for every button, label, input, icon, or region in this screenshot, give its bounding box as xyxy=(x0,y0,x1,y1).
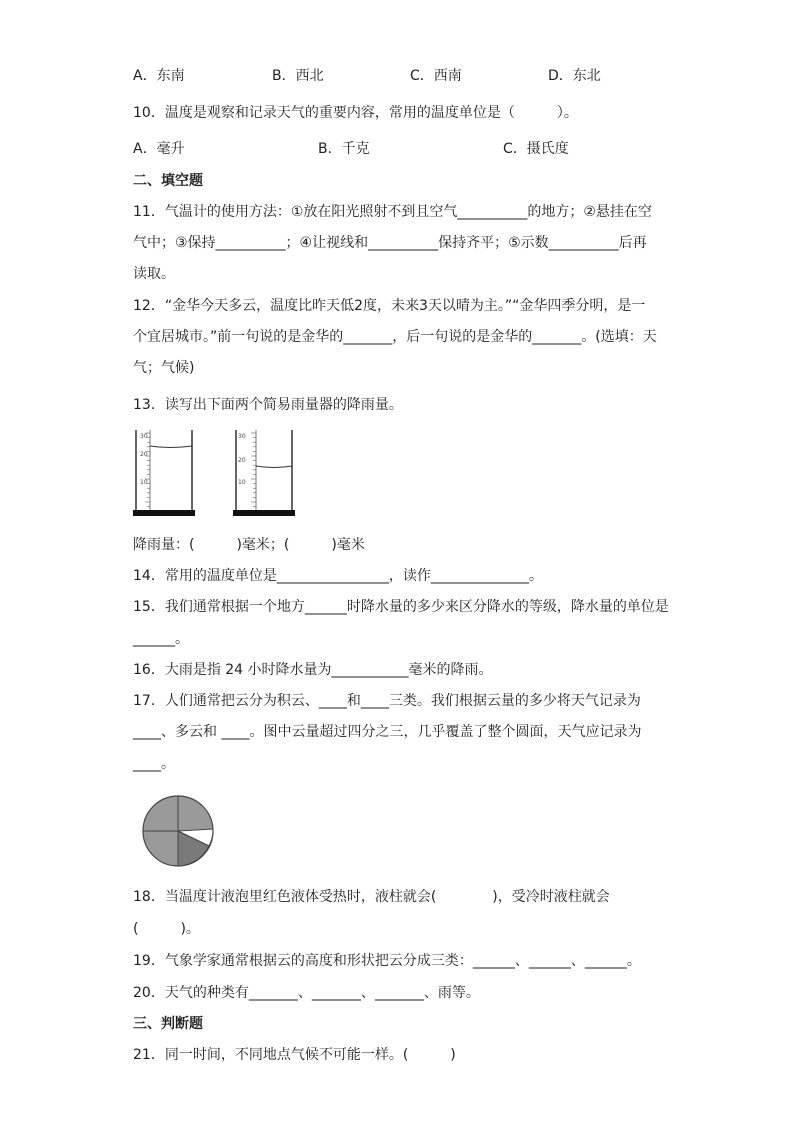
q11-line3: 读取。 xyxy=(133,266,175,282)
rain-gauge-1 xyxy=(133,430,195,516)
q15-line2: ______。 xyxy=(133,631,189,647)
q9-option-b: B．西北 xyxy=(272,68,324,84)
q13-stem: 13．读写出下面两个简易雨量器的降雨量。 xyxy=(133,397,403,413)
q10-stem: 10．温度是观察和记录天气的重要内容，常用的温度单位是（ ）。 xyxy=(133,105,578,121)
rain-gauge-2 xyxy=(233,430,295,516)
q12-line3: 气；气候) xyxy=(133,360,195,376)
q10-option-b: B．千克 xyxy=(318,141,370,157)
q12-line1: 12．“金华今天多云，温度比昨天低2度，未来3天以晴为主。”“金华四季分明，是一 xyxy=(133,298,646,314)
tick-label-30: 30 xyxy=(140,433,148,440)
q15-line1: 15．我们通常根据一个地方______时降水量的多少来区分降水的等级，降水量的单位是 xyxy=(133,599,669,615)
tick-label-10: 10 xyxy=(238,479,246,486)
q17-line1: 17．人们通常把云分为积云、____和____三类。我们根据云量的多少将天气记录为 xyxy=(133,693,641,709)
tick-label-10: 10 xyxy=(140,479,148,486)
q11-line2: 气中；③保持__________；④让视线和__________保持齐平；⑤示数__________后再 xyxy=(133,235,647,251)
q9-option-c: C．西南 xyxy=(410,68,462,84)
section-fill-in-blank: 二、填空题 xyxy=(133,173,203,189)
q12-line2: 个宜居城市。”前一句说的是金华的_______，后一句说的是金华的_______。(选填：天 xyxy=(133,329,657,345)
q17-line2: ____、多云和 ____。图中云量超过四分之三，几乎覆盖了整个圆面，天气应记录为 xyxy=(133,724,642,740)
tick-label-30: 30 xyxy=(238,433,246,440)
q18-line1: 18．当温度计液泡里红色液体受热时，液柱就会( )，受冷时液柱就会 xyxy=(133,889,610,905)
gauge-base xyxy=(233,510,295,516)
rain-gauges-figure xyxy=(130,427,300,522)
tick-label-20: 20 xyxy=(140,451,148,458)
q9-option-a: A．东南 xyxy=(133,68,185,84)
gauge-base xyxy=(133,510,195,516)
q13-answer: 降雨量：( )毫米；( )毫米 xyxy=(133,537,365,553)
q9-option-d: D．东北 xyxy=(548,68,601,84)
q18-line2: ( )。 xyxy=(133,921,200,937)
q16: 16．大雨是指 24 小时降水量为___________毫米的降雨。 xyxy=(133,662,493,678)
tick-label-20: 20 xyxy=(238,457,246,464)
q20: 20．天气的种类有_______、_______、_______、雨等。 xyxy=(133,985,480,1001)
q19: 19．气象学家通常根据云的高度和形状把云分成三类：______、______、______。 xyxy=(133,953,641,969)
q10-option-a: A．毫升 xyxy=(133,141,185,157)
q10-option-c: C．摄氏度 xyxy=(503,141,569,157)
q14: 14．常用的温度单位是________________，读作______________。 xyxy=(133,568,543,584)
cloud-cover-circle xyxy=(140,793,216,869)
q11-line1: 11．气温计的使用方法：①放在阳光照射不到且空气__________的地方；②悬挂在空 xyxy=(133,204,652,220)
q21: 21．同一时间，不同地点气候不可能一样。( ) xyxy=(133,1047,456,1063)
q17-line3: ____。 xyxy=(133,756,175,772)
section-true-false: 三、判断题 xyxy=(133,1016,203,1032)
